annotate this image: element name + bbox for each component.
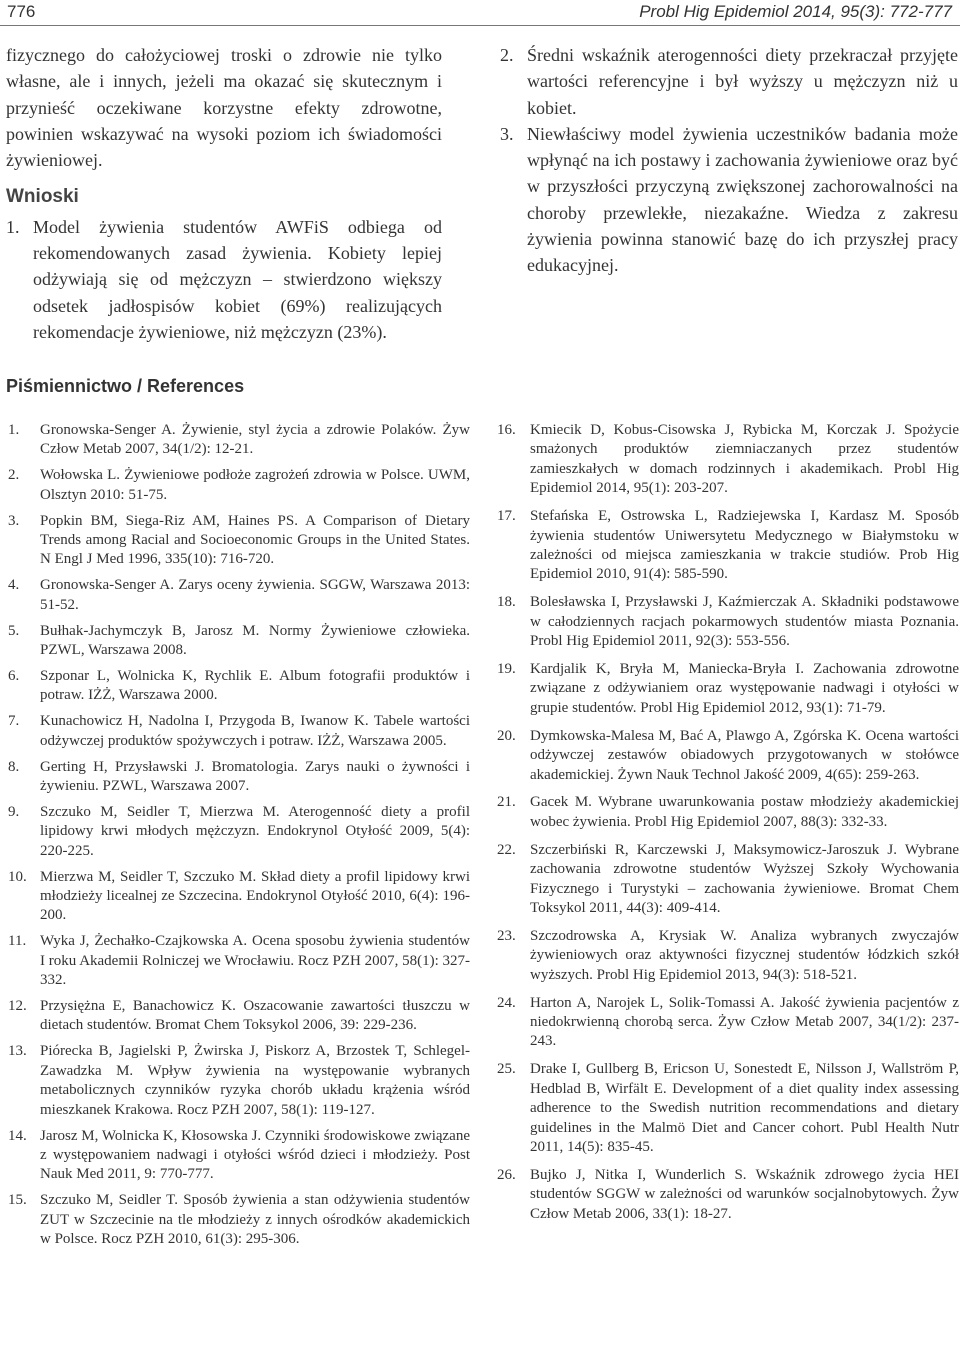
body-column-right bbox=[500, 42, 958, 279]
body-column-left bbox=[6, 42, 442, 345]
reference-item bbox=[8, 1127, 470, 1185]
references-list-left bbox=[8, 421, 470, 1256]
reference-text: Stefańska E, Ostrowska L, Radziejewska I, Kardasz M. Sposób żywienia studentów Uniwersytetu Medycznego w Białymstoku w zależności od miejsca zamieszkania w trakcie studiów. Prob Hig Epidemiol 2010, 91(4): 585-590. bbox=[530, 508, 959, 583]
reference-item bbox=[8, 868, 470, 926]
reference-item bbox=[497, 927, 959, 985]
reference-number: 18. bbox=[497, 594, 516, 611]
reference-number: 2. bbox=[8, 467, 20, 484]
reference-text: Szczerbiński R, Karczewski J, Maksymowicz-Jaroszuk J. Wybrane zachowania zdrowotne studentów Wyższej Szkoły Wychowania Fizycznego i Turystyki – zachowania żywieniowe. Bromat Chem Toksykol 2011, 44(3): 409-414. bbox=[530, 841, 959, 916]
reference-text: Wyka J, Żechałko-Czajkowska A. Ocena sposobu żywienia studentów I roku Akademii Rolniczej we Wrocławiu. Rocz PZH 2007, 58(1): 327-332. bbox=[40, 933, 470, 989]
conclusion-item bbox=[500, 121, 958, 279]
reference-item bbox=[8, 997, 470, 1036]
reference-item bbox=[8, 712, 470, 751]
reference-text: Kmiecik D, Kobus-Cisowska J, Rybicka M, Korczak J. Spożycie smażonych produktów ziemniaczanych przez studentów zamieszkałych w domach rodzinnych i akademikach. Probl Hig Epidemiol 2014, 95(1): 203-207. bbox=[530, 422, 959, 497]
reference-item bbox=[497, 727, 959, 785]
reference-number: 10. bbox=[8, 868, 27, 885]
reference-number: 7. bbox=[8, 713, 20, 730]
reference-text: Wołowska L. Żywieniowe podłoże zagrożeń zdrowia w Polsce. UWM, Olsztyn 2010: 51-75. bbox=[40, 467, 470, 503]
reference-text: Gacek M. Wybrane uwarunkowania postaw młodzieży akademickiej wobec żywienia. Probl Hig Epidemiol 2007, 88(3): 332-33. bbox=[530, 794, 959, 830]
reference-item bbox=[8, 1042, 470, 1120]
reference-text: Popkin BM, Siega-Riz AM, Haines PS. A Comparison of Dietary Trends among Racial and Socioeconomic Groups in the United States. N Engl J Med 1996, 335(10): 716-720. bbox=[40, 512, 470, 568]
reference-number: 23. bbox=[497, 927, 516, 944]
reference-item bbox=[497, 507, 959, 585]
reference-number: 11. bbox=[8, 933, 27, 950]
reference-text: Jarosz M, Wolnicka K, Kłosowska J. Czynniki środowiskowe związane z występowaniem nadwagi i otyłości wśród dzieci i młodzieży. Post Nauk Med 2011, 9: 770-777. bbox=[40, 1127, 470, 1183]
reference-item bbox=[8, 803, 470, 861]
conclusion-number: 2. bbox=[500, 45, 514, 65]
references-heading: Piśmiennictwo / References bbox=[6, 376, 245, 396]
reference-number: 15. bbox=[8, 1192, 27, 1209]
reference-text: Mierzwa M, Seidler T, Szczuko M. Skład diety a profil lipidowy krwi młodzieży licealnej ze Szczecina. Endokrynol Otyłość 2010, 6(4): 196-200. bbox=[40, 868, 470, 924]
references-list-right bbox=[497, 421, 959, 1233]
reference-number: 25. bbox=[497, 1061, 516, 1078]
reference-text: Dymkowska-Malesa M, Bać A, Plawgo A, Zgórska K. Ocena wartości odżywczej zestawów obiadowych przygotowanych w stołówce akademickiej. Żywn Nauk Technol Jakość 2009, 4(65): 259-263. bbox=[530, 727, 959, 783]
reference-item bbox=[8, 421, 470, 460]
reference-number: 16. bbox=[497, 422, 516, 438]
header-rule bbox=[0, 25, 960, 26]
conclusion-text: Średni wskaźnik aterogenności diety przekraczał przyjęte wartości referencyjne i był wyższy u mężczyzn niż u kobiet. bbox=[527, 45, 958, 118]
reference-item bbox=[8, 758, 470, 797]
reference-number: 9. bbox=[8, 803, 20, 820]
reference-item bbox=[497, 994, 959, 1052]
reference-text: Szczodrowska A, Krysiak W. Analiza wybranych zwyczajów żywieniowych oraz aktywności fizycznej studentów łódzkich szkół wyższych. Probl Hig Epidemiol 2013, 94(3): 518-521. bbox=[530, 927, 959, 983]
reference-number: 20. bbox=[497, 727, 516, 744]
reference-text: Szponar L, Wolnicka K, Rychlik E. Album fotografii produktów i potraw. IŻŻ, Warszawa 2000. bbox=[40, 667, 470, 704]
conclusion-text: Model żywienia studentów AWFiS odbiega od rekomendowanych zasad żywienia. Kobiety lepiej odżywiają się od mężczyzn – stwierdzono większy odsetek jadłospisów kobiet (69%) realizujących rekomendacje żywieniowe, niż mężczyzn (23%). bbox=[33, 216, 442, 342]
reference-number: 19. bbox=[497, 660, 516, 677]
reference-number: 17. bbox=[497, 508, 516, 525]
reference-number: 1. bbox=[8, 422, 20, 438]
reference-text: Bolesławska I, Przysławski J, Kaźmierczak A. Składniki podstawowe w całodziennych racjach pokarmowych studentów miasta Poznania. Probl Hig Epidemiol 2011, 92(3): 553-556. bbox=[530, 594, 959, 650]
reference-text: Bułhak-Jachymczyk B, Jarosz M. Normy Żywieniowe człowieka. PZWL, Warszawa 2008. bbox=[40, 622, 470, 659]
reference-item bbox=[8, 1191, 470, 1249]
reference-number: 14. bbox=[8, 1127, 27, 1144]
reference-number: 24. bbox=[497, 994, 516, 1011]
reference-number: 26. bbox=[497, 1166, 516, 1183]
reference-number: 3. bbox=[8, 512, 20, 529]
reference-item bbox=[497, 841, 959, 919]
reference-item bbox=[8, 667, 470, 706]
conclusion-text: Niewłaściwy model żywienia uczestników badania może wpłynąć na ich postawy i zachowania żywieniowe oraz być w przyszłości przyczyną zwiększonej zachorowalności na choroby przewlekłe, niezakaźne. Wiedza z zakresu żywienia powinna stanowić bazę do ich przyszłej pracy edukacyjnej. bbox=[527, 123, 958, 276]
running-title: Probl Hig Epidemiol 2014, 95(3): 772-777 bbox=[639, 2, 952, 21]
conclusion-number: 3. bbox=[500, 123, 514, 144]
reference-number: 13. bbox=[8, 1043, 27, 1060]
conclusion-number: 1. bbox=[6, 216, 20, 237]
reference-text: Gerting H, Przysławski J. Bromatologia. Zarys nauki o żywności i żywieniu. PZWL, Warszawa 2007. bbox=[40, 758, 470, 794]
page-number: 776 bbox=[7, 2, 36, 21]
reference-text: Przysiężna E, Banachowicz K. Oszacowanie zawartości tłuszczu w dietach studentów. Bromat Chem Toksykol 2006, 39: 229-236. bbox=[40, 998, 470, 1034]
reference-text: Drake I, Gullberg B, Ericson U, Sonestedt E, Nilsson J, Wallström P, Hedblad B, Wirfält E. Development of a diet quality index assessing adherence to the Swedish nutrition recommendations and dietary guidelines in the Malmö Diet and Cancer cohort. Publ Health Nutr 2011, 14(5): 835-45. bbox=[530, 1061, 959, 1155]
reference-text: Gronowska-Senger A. Zarys oceny żywienia. SGGW, Warszawa 2013: 51-52. bbox=[40, 577, 470, 613]
reference-item bbox=[8, 932, 470, 990]
reference-text: Gronowska-Senger A. Żywienie, styl życia a zdrowie Polaków. Żyw Człow Metab 2007, 34(1/2): 12-21. bbox=[40, 422, 470, 458]
reference-text: Harton A, Narojek L, Solik-Tomassi A. Jakość żywienia pacjentów z niedokrwienną chorobą serca. Żyw Człow Metab 2007, 34(1/2): 237-243. bbox=[530, 994, 959, 1050]
reference-item bbox=[8, 622, 470, 661]
reference-item bbox=[497, 421, 959, 499]
reference-item bbox=[497, 1166, 959, 1224]
reference-item bbox=[497, 1060, 959, 1157]
reference-number: 4. bbox=[8, 577, 20, 594]
reference-item bbox=[497, 660, 959, 718]
intro-paragraph: fizycznego do całożyciowej troski o zdrowie nie tylko własne, ale i innych, jeżeli ma okazać się skutecznym i przynieść oczekiwane korzystne efekty zdrowotne, powinien wskazywać na wysoki poziom ich świadomości żywieniowej. bbox=[6, 45, 442, 171]
reference-text: Kunachowicz H, Nadolna I, Przygoda B, Iwanow K. Tabele wartości odżywczej produktów spożywczych i potraw. IŻŻ, Warszawa 2005. bbox=[40, 713, 470, 749]
reference-number: 12. bbox=[8, 998, 27, 1015]
reference-text: Bujko J, Nitka I, Wunderlich S. Wskaźnik zdrowego życia HEI studentów SGGW w zależności od warunków socjalnobytowych. Żyw Człow Metab 2006, 33(1): 18-27. bbox=[530, 1166, 959, 1222]
conclusion-item bbox=[500, 42, 958, 121]
reference-number: 21. bbox=[497, 794, 516, 811]
reference-item bbox=[8, 466, 470, 505]
reference-item bbox=[497, 793, 959, 832]
reference-number: 5. bbox=[8, 622, 20, 639]
reference-number: 8. bbox=[8, 758, 20, 775]
reference-text: Szczuko M, Seidler T. Sposób żywienia a stan odżywienia studentów ZUT w Szczecinie na tle młodzieży z innych ośrodków akademickich w Polsce. Rocz PZH 2010, 61(3): 295-306. bbox=[40, 1192, 470, 1248]
reference-text: Szczuko M, Seidler T, Mierzwa M. Aterogenność diety a profil lipidowy krwi młodych mężczyzn. Endokrynol Otyłość 2009, 5(4): 220-225. bbox=[40, 803, 470, 859]
reference-number: 6. bbox=[8, 667, 20, 684]
reference-item bbox=[497, 593, 959, 651]
reference-item bbox=[8, 576, 470, 615]
conclusions-heading: Wnioski bbox=[6, 186, 79, 208]
conclusion-item bbox=[6, 214, 442, 345]
reference-text: Piórecka B, Jagielski P, Żwirska J, Piskorz A, Brzostek T, Schlegel-Zawadzka M. Wpływ żywienia na występowanie wybranych metabolicznych czynników ryzyka chorób układu krążenia wśród mieszkanek Krakowa. Rocz PZH 2007, 58(1): 119-127. bbox=[40, 1043, 470, 1118]
reference-item bbox=[8, 512, 470, 570]
reference-text: Kardjalik K, Bryła M, Maniecka-Bryła I. Zachowania zdrowotne związane z odżywianiem oraz występowanie nadwagi i otyłości w grupie studentów. Probl Hig Epidemiol 2012, 93(1): 71-79. bbox=[530, 660, 959, 716]
page-header bbox=[0, 0, 960, 26]
reference-number: 22. bbox=[497, 841, 516, 858]
